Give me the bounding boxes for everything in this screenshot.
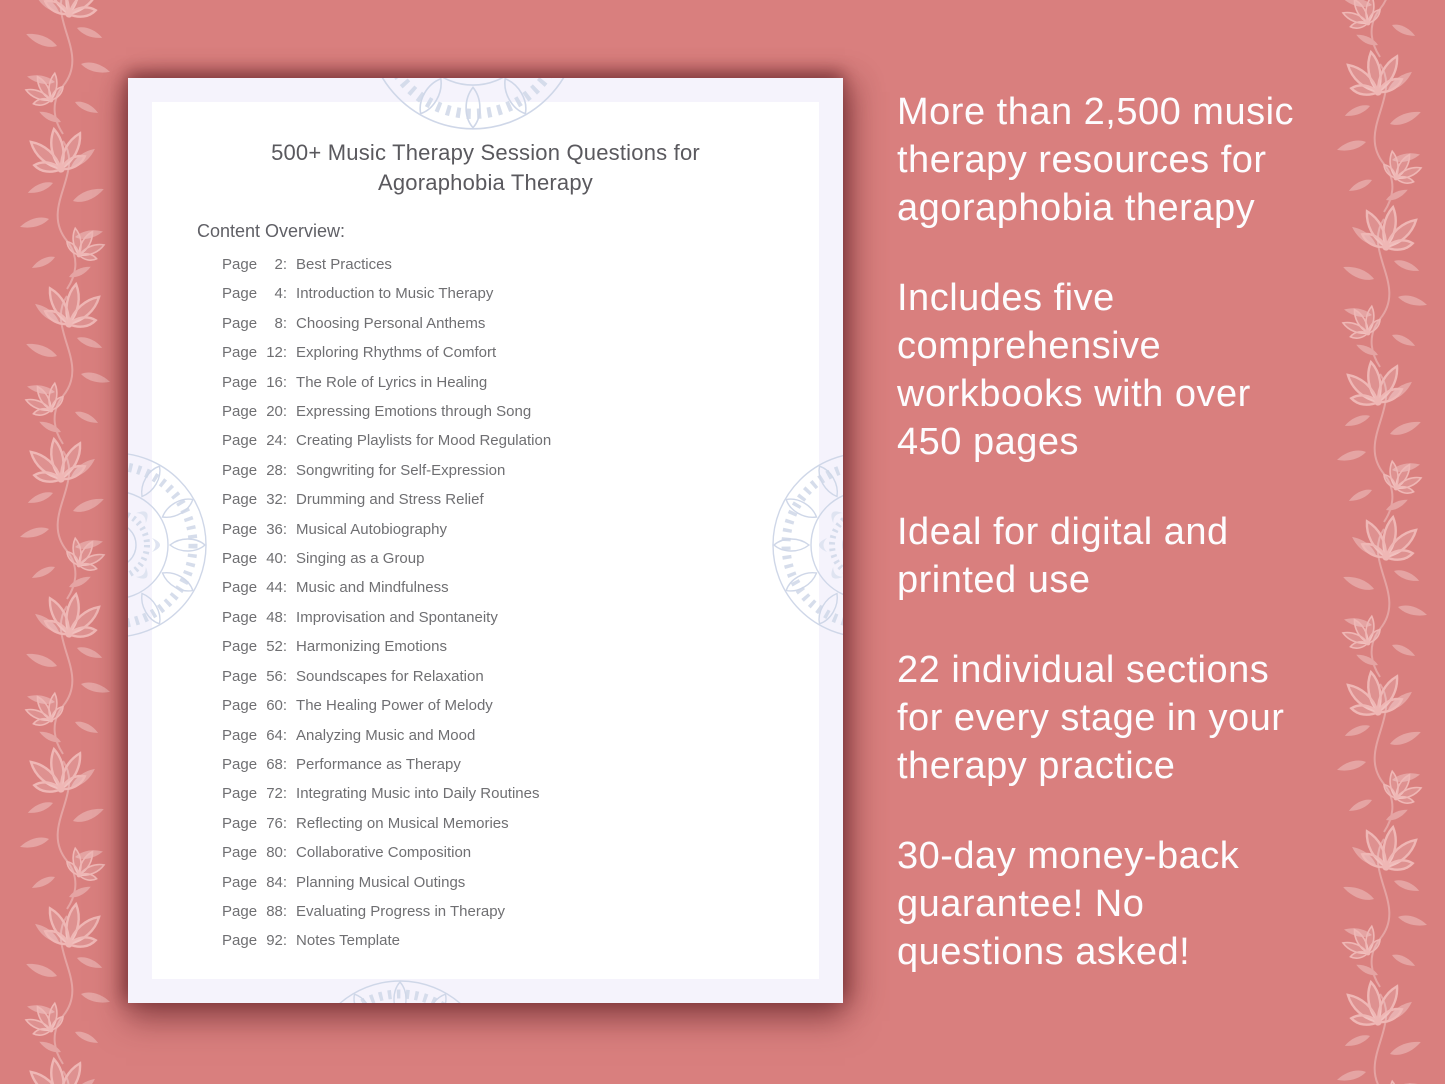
toc-entry-title: The Role of Lyrics in Healing: [296, 373, 488, 391]
toc-page-number: 8:: [274, 314, 288, 332]
toc-page-number: 72:: [266, 785, 288, 803]
toc-entry-title: Planning Musical Outings: [296, 873, 466, 891]
marketing-line: 22 individual sections: [897, 649, 1270, 691]
toc-page-word: Page: [222, 667, 258, 685]
toc-entry-title: Choosing Personal Anthems: [296, 314, 486, 332]
toc-page-word: Page: [222, 638, 258, 656]
toc-entry-title: Best Practices: [296, 256, 392, 273]
toc-page-number: 92:: [266, 932, 288, 950]
toc-page-word: Page: [222, 697, 258, 715]
marketing-line: 450 pages: [897, 421, 1079, 463]
toc-entry-title: Evaluating Progress in Therapy: [296, 902, 506, 920]
document-title-line1: 500+ Music Therapy Session Questions for: [271, 140, 700, 165]
toc-page-word: Page: [222, 520, 258, 538]
toc-entry-title: The Healing Power of Melody: [296, 697, 493, 715]
toc-page-number: 52:: [266, 638, 288, 656]
toc-page-number: 48:: [266, 608, 288, 626]
toc-page-word: Page: [222, 844, 258, 862]
toc-page-word: Page: [222, 461, 258, 479]
marketing-line: guarantee! No: [897, 883, 1145, 925]
toc-page-number: 44:: [266, 579, 288, 597]
marketing-line: for every stage in your: [897, 697, 1285, 739]
toc-entry-title: Improvisation and Spontaneity: [296, 608, 498, 626]
marketing-line: therapy resources for: [897, 139, 1267, 181]
toc-page-word: Page: [222, 608, 258, 626]
toc-page-number: 24:: [266, 432, 288, 450]
toc-page-word: Page: [222, 256, 258, 273]
toc-page-word: Page: [222, 432, 258, 450]
marketing-line: therapy practice: [897, 745, 1176, 787]
toc-page-word: Page: [222, 314, 258, 332]
toc-page-word: Page: [222, 373, 258, 391]
toc-page-word: Page: [222, 344, 258, 362]
toc-page-number: 28:: [266, 461, 288, 479]
floral-vine-left: [20, 0, 110, 1084]
toc-page-number: 76:: [266, 814, 288, 832]
toc-entry-title: Collaborative Composition: [296, 844, 472, 862]
toc-page-number: 32:: [266, 491, 288, 509]
toc-page-number: 80:: [266, 844, 288, 862]
marketing-line: workbooks with over: [897, 373, 1251, 415]
toc-entry-title: Exploring Rhythms of Comfort: [296, 344, 497, 362]
toc-entry-title: Songwriting for Self-Expression: [296, 461, 506, 479]
toc-entry-title: Analyzing Music and Mood: [296, 726, 476, 744]
toc-page-number: 4:: [274, 285, 288, 303]
toc-entry-title: Creating Playlists for Mood Regulation: [296, 432, 552, 450]
marketing-paragraph: [897, 274, 1367, 466]
toc-page-word: Page: [222, 726, 258, 744]
marketing-paragraph: [897, 88, 1367, 232]
toc-entry-title: Introduction to Music Therapy: [296, 285, 494, 303]
mandala-ornament-left: [128, 453, 206, 637]
marketing-paragraph: [897, 832, 1367, 976]
mandala-ornament-right: [773, 453, 843, 637]
toc-page-number: 40:: [266, 550, 288, 568]
toc-page-number: 56:: [266, 667, 288, 685]
toc-page-word: Page: [222, 491, 258, 509]
marketing-line: 30-day money-back: [897, 835, 1240, 877]
marketing-line: Ideal for digital and: [897, 511, 1229, 553]
marketing-text: [897, 88, 1367, 1018]
toc-page-word: Page: [222, 285, 258, 303]
toc-page-number: 84:: [266, 873, 288, 891]
marketing-line: comprehensive: [897, 325, 1162, 367]
marketing-line: questions asked!: [897, 931, 1191, 973]
toc-page-number: 60:: [266, 697, 288, 715]
toc-entry-title: Notes Template: [296, 932, 400, 950]
toc-page-number: 68:: [266, 755, 288, 773]
toc-entry-title: Integrating Music into Daily Routines: [296, 785, 540, 803]
toc-page-number: 16:: [266, 373, 288, 391]
content-overview-heading: Content Overview:: [197, 221, 346, 241]
toc-page-number: 64:: [266, 726, 288, 744]
toc-page-number: 2:: [274, 256, 288, 273]
toc-page-word: Page: [222, 873, 258, 891]
toc-entry-title: Expressing Emotions through Song: [296, 403, 532, 421]
marketing-paragraph: [897, 508, 1367, 604]
toc-entry-title: Drumming and Stress Relief: [296, 491, 484, 509]
marketing-line: More than 2,500 music: [897, 91, 1295, 133]
marketing-line: agoraphobia therapy: [897, 187, 1256, 229]
toc-entry-title: Soundscapes for Relaxation: [296, 667, 484, 685]
toc-entry-title: Reflecting on Musical Memories: [296, 814, 509, 832]
toc-entry-title: Music and Mindfulness: [296, 579, 449, 597]
toc-page-number: 20:: [266, 403, 288, 421]
toc-page-word: Page: [222, 403, 258, 421]
document-title-line2: Agoraphobia Therapy: [378, 170, 593, 195]
toc-entry-title: Harmonizing Emotions: [296, 638, 447, 656]
toc-page-word: Page: [222, 902, 258, 920]
toc-page-number: 36:: [266, 520, 288, 538]
toc-page-word: Page: [222, 579, 258, 597]
mandala-ornament-top: [367, 78, 579, 129]
document-page: [128, 78, 843, 1003]
toc-entry-title: Performance as Therapy: [296, 755, 461, 773]
toc-entry-title: Musical Autobiography: [296, 520, 447, 538]
mandala-ornaments-edges: [128, 78, 843, 1003]
toc-page-number: 88:: [266, 902, 288, 920]
toc-page-word: Page: [222, 755, 258, 773]
toc-page-number: 12:: [266, 344, 288, 362]
marketing-paragraph: [897, 646, 1367, 790]
marketing-line: Includes five: [897, 277, 1115, 319]
toc-page-word: Page: [222, 785, 258, 803]
toc-page-word: Page: [222, 932, 258, 950]
toc-entry-title: Singing as a Group: [296, 550, 425, 568]
toc-page-word: Page: [222, 814, 258, 832]
toc-page-word: Page: [222, 550, 258, 568]
marketing-line: printed use: [897, 559, 1091, 601]
